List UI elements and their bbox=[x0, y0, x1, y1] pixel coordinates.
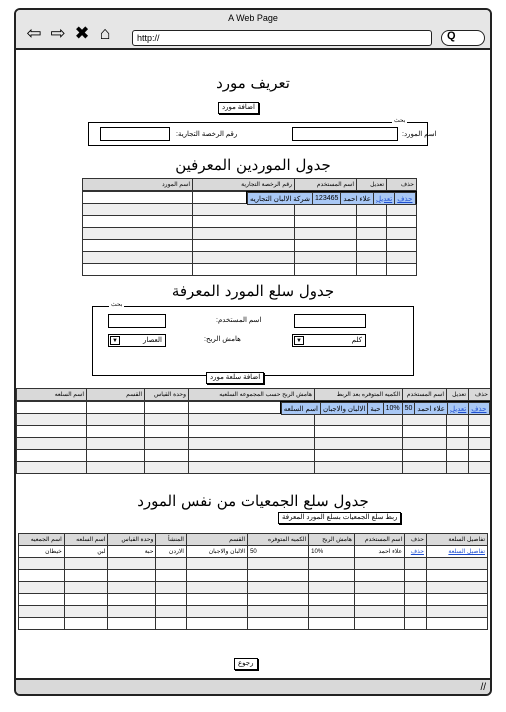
society-name-cell: خيطان bbox=[19, 546, 65, 558]
table-row bbox=[83, 264, 417, 276]
product-name-cell: اسم السلعه bbox=[281, 403, 320, 415]
table-row bbox=[17, 426, 491, 438]
table-row bbox=[19, 594, 488, 606]
column-header: اسم المستخدم bbox=[403, 389, 447, 401]
column-header: اسم المستخدم bbox=[295, 179, 357, 191]
unit-select-value: كلم bbox=[351, 337, 362, 344]
resize-grip-icon[interactable]: // bbox=[480, 682, 486, 693]
section-select[interactable] bbox=[108, 334, 166, 347]
table-row[interactable] bbox=[246, 191, 417, 204]
assoc-table-heading: جدول سلع الجمعيات من نفس المورد bbox=[137, 492, 369, 510]
supplier-name-label: اسم المورد: bbox=[402, 131, 437, 138]
table-row[interactable] bbox=[280, 401, 491, 414]
link-goods-button[interactable]: ربط سلع الجمعيات بسلع المورد المعرفة bbox=[278, 512, 401, 524]
table-row bbox=[19, 558, 488, 570]
user-cell: علاء احمد bbox=[415, 403, 448, 415]
unit-cell: حبة bbox=[108, 546, 156, 558]
suppliers-table-heading: جدول الموردين المعرفين bbox=[175, 156, 331, 174]
edit-link[interactable]: تعديل bbox=[375, 195, 393, 203]
column-header: القسم bbox=[186, 534, 247, 546]
table-row bbox=[83, 252, 417, 264]
table-row bbox=[83, 216, 417, 228]
browser-titlebar bbox=[16, 10, 490, 50]
forward-arrow-icon[interactable]: ⇨ bbox=[50, 23, 66, 43]
table-row bbox=[17, 438, 491, 450]
margin-label: هامش الربح: bbox=[204, 336, 241, 343]
column-header: وحدة القياس bbox=[145, 389, 189, 401]
table-header-row bbox=[19, 534, 488, 546]
table-row bbox=[19, 570, 488, 582]
column-header: اسم السلعه bbox=[17, 389, 87, 401]
user-label: اسم المستخدم: bbox=[216, 317, 262, 324]
column-header: تعديل bbox=[357, 179, 387, 191]
product-details-link[interactable]: تفاصيل السلعة bbox=[448, 549, 485, 555]
supplier-name-input[interactable] bbox=[292, 127, 398, 141]
column-header: هامش الربح حسب المجموعه السلعيه bbox=[189, 389, 315, 401]
license-cell: 123465 bbox=[313, 193, 341, 205]
delete-link[interactable]: حذف bbox=[471, 405, 487, 413]
browser-window bbox=[14, 8, 492, 696]
column-header: رقم الرخصة التجارية bbox=[193, 179, 295, 191]
goods-table-heading: جدول سلع المورد المعرفة bbox=[171, 282, 335, 300]
column-header: تعديل bbox=[447, 389, 469, 401]
address-bar[interactable]: http:// bbox=[132, 30, 432, 46]
section-select-value: العصار bbox=[142, 337, 162, 344]
unit-select[interactable] bbox=[292, 334, 366, 347]
table-row bbox=[17, 462, 491, 474]
section-cell: الالبان والاجبان bbox=[186, 546, 247, 558]
edit-link[interactable]: تعديل bbox=[449, 405, 467, 413]
origin-cell: الاردن bbox=[156, 546, 187, 558]
qty-cell: 50 bbox=[402, 403, 415, 415]
window-title: A Web Page bbox=[228, 13, 278, 23]
table-row bbox=[19, 606, 488, 618]
page-title: تعريف مورد bbox=[216, 74, 290, 92]
table-header-row bbox=[83, 179, 417, 191]
goods-table bbox=[16, 388, 491, 474]
stop-icon[interactable]: ✖ bbox=[74, 23, 90, 43]
table-row bbox=[17, 414, 491, 426]
chevron-down-icon: ▼ bbox=[110, 336, 120, 345]
column-header: حذف bbox=[469, 389, 491, 401]
margin-cell: 10% bbox=[309, 546, 355, 558]
user-cell: علاء احمد bbox=[341, 193, 374, 205]
table-row bbox=[19, 618, 488, 630]
add-goods-button[interactable]: اضافة سلعة مورد bbox=[206, 372, 264, 384]
table-header-row bbox=[17, 389, 491, 401]
search-icon: Q bbox=[447, 30, 456, 42]
column-header: حذف bbox=[405, 534, 427, 546]
column-header: حذف bbox=[387, 179, 417, 191]
suppliers-table bbox=[82, 178, 417, 276]
home-icon[interactable]: ⌂ bbox=[99, 23, 111, 43]
table-row bbox=[83, 204, 417, 216]
column-header: اسم المورد bbox=[83, 179, 193, 191]
column-header: الكميه المتوفره bbox=[248, 534, 309, 546]
license-input[interactable] bbox=[100, 127, 170, 141]
status-bar bbox=[16, 678, 490, 694]
search-legend: بحث bbox=[111, 302, 123, 308]
add-supplier-button[interactable]: اضافة مورد bbox=[218, 102, 259, 114]
assoc-goods-table bbox=[18, 533, 488, 630]
back-arrow-icon[interactable]: ⇦ bbox=[26, 23, 42, 43]
column-header: تفاصيل السلعة bbox=[426, 534, 487, 546]
column-header: اسم السلعه bbox=[64, 534, 108, 546]
product-name-cell: لبن bbox=[64, 546, 108, 558]
delete-link[interactable]: حذف bbox=[397, 195, 413, 203]
column-header: القسم bbox=[87, 389, 145, 401]
table-row[interactable] bbox=[19, 546, 488, 558]
search-legend: بحث bbox=[394, 118, 406, 124]
table-row bbox=[83, 240, 417, 252]
goods-search-input[interactable] bbox=[108, 314, 166, 328]
browser-search-field[interactable] bbox=[441, 30, 485, 46]
qty-cell: 50 bbox=[248, 546, 309, 558]
column-header: هامش الربح bbox=[309, 534, 355, 546]
delete-link[interactable]: حذف bbox=[410, 549, 424, 555]
back-button[interactable]: رجوع bbox=[234, 658, 258, 670]
section-cell: الالبان والاجبان bbox=[320, 403, 367, 415]
column-header: اسم المستخدم bbox=[354, 534, 404, 546]
column-header: المنشأ bbox=[156, 534, 187, 546]
user-input[interactable] bbox=[294, 314, 366, 328]
user-cell: علاء احمد bbox=[354, 546, 404, 558]
column-header: الكميه المتوفره بعد الربط bbox=[315, 389, 403, 401]
table-row bbox=[83, 228, 417, 240]
table-row bbox=[17, 450, 491, 462]
chevron-down-icon: ▼ bbox=[294, 336, 304, 345]
supplier-name-cell: شركة الالبان التجاريه bbox=[247, 193, 312, 205]
unit-cell: حبة bbox=[368, 403, 383, 415]
page-content bbox=[16, 52, 490, 680]
table-row bbox=[19, 582, 488, 594]
column-header: وحدة القياس bbox=[108, 534, 156, 546]
margin-cell: 10% bbox=[383, 403, 402, 415]
column-header: اسم الجمعيه bbox=[19, 534, 65, 546]
license-label: رقم الرخصة التجارية: bbox=[176, 131, 238, 138]
